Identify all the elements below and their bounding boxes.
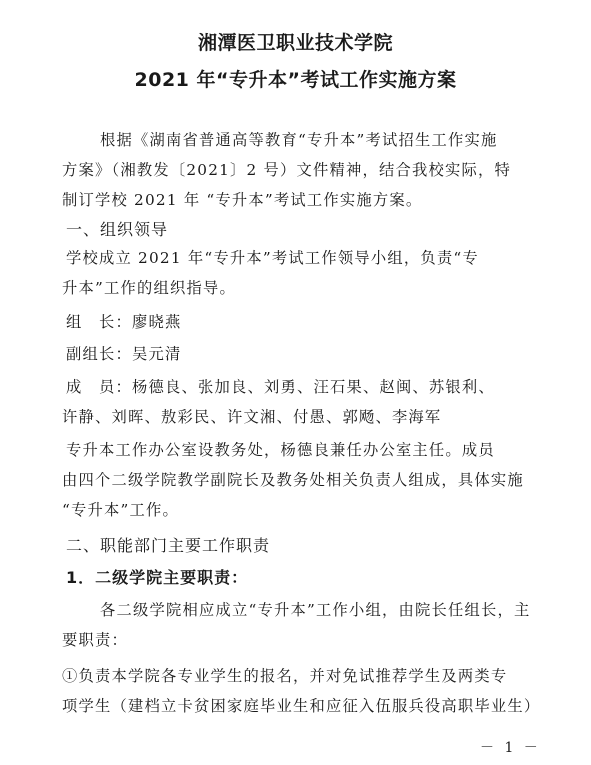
office-line-3: “专升本”工作。	[62, 501, 180, 519]
section2-subheading: 1．二级学院主要职责：	[66, 568, 249, 587]
item1-line-2: 项学生（建档立卡贫困家庭毕业生和应征入伍服兵役高职毕业生）	[62, 697, 541, 715]
section1-para-line-1: 学校成立 2021 年“专升本”考试工作领导小组，负责“专	[66, 249, 479, 267]
section2-para-line-2: 要职责：	[62, 631, 128, 649]
vice-leader-line: 副组长：吴元清	[66, 345, 182, 363]
section1-para-line-2: 升本”工作的组织指导。	[62, 279, 236, 297]
section1-heading: 一、组织领导	[66, 220, 169, 239]
document-title-line2: 2021 年“专升本”考试工作实施方案	[134, 69, 457, 91]
intro-line-2: 方案》（湘教发〔2021〕2 号）文件精神，结合我校实际，特	[62, 161, 512, 179]
intro-line-1: 根据《湖南省普通高等教育“专升本”考试招生工作实施	[100, 131, 498, 149]
office-line-1: 专升本工作办公室设教务处，杨德良兼任办公室主任。成员	[66, 441, 495, 459]
section2-heading: 二、职能部门主要工作职责	[66, 536, 271, 555]
office-line-2: 由四个二级学院教学副院长及教务处相关负责人组成，具体实施	[62, 471, 524, 489]
intro-line-3: 制订学校 2021 年 “专升本”考试工作实施方案。	[62, 191, 423, 209]
leader-line: 组 长：廖晓燕	[66, 313, 182, 331]
page-number: － 1 －	[480, 740, 541, 756]
section2-para-line-1: 各二级学院相应成立“专升本”工作小组，由院长任组长，主	[100, 601, 531, 619]
members-line-1: 成 员：杨德良、张加良、刘勇、汪石果、赵闽、苏银利、	[66, 378, 495, 396]
document-title-line1: 湘潭医卫职业技术学院	[197, 32, 393, 54]
item1-line-1: ①负责本学院各专业学生的报名，并对免试推荐学生及两类专	[62, 667, 508, 685]
members-line-2: 许静、刘晖、敖彩民、许文湘、付愚、郭飏、李海军	[62, 408, 442, 426]
